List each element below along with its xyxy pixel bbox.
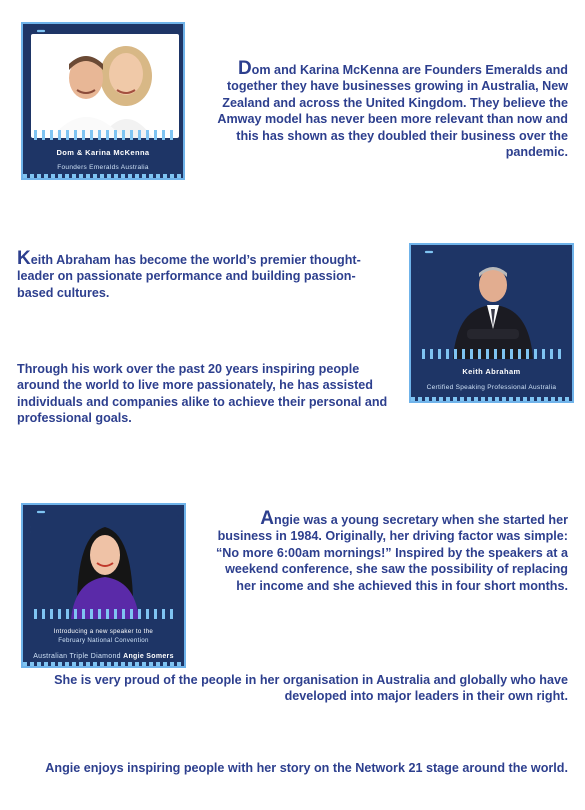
mckenna-paragraph <box>214 58 568 160</box>
somers-intro-line-2: February National Convention <box>58 637 149 644</box>
bottom-dash-strip <box>23 174 183 178</box>
mckenna-photo <box>31 34 179 138</box>
abraham-card-name: Keith Abraham <box>462 367 521 376</box>
somers-caption-prefix: Australian Triple Diamond <box>33 653 121 660</box>
somers-photo-card <box>21 503 186 668</box>
dash-decoration <box>23 609 184 619</box>
dash-decoration <box>411 349 572 359</box>
somers-photo <box>31 515 179 619</box>
mckenna-card-subtitle: Founders Emeralds Australia <box>57 164 149 171</box>
angie-paragraph-1 <box>212 508 568 594</box>
abraham-paragraph-2 <box>17 361 389 427</box>
bottom-dash-strip <box>23 662 184 666</box>
abraham-photo <box>419 255 567 359</box>
angie-text-3: Angie enjoys inspiring people with her story on the Network 21 stage around the world. <box>45 761 568 775</box>
dash-decoration <box>23 130 183 140</box>
somers-intro-line-1: Introducing a new speaker to the <box>53 628 154 635</box>
angie-text: ngie was a young secretary when she started her business in 1984. Originally, her driving factor was simple: “No more 6:00am mornings!” Inspired by the speakers at a weekend conference, she saw the possibility of replacing her income and she achieved this in four short months. <box>215 513 568 593</box>
angie-dropcap: A <box>260 508 275 529</box>
mckenna-card-name: Dom & Karina McKenna <box>56 148 150 157</box>
abraham-paragraph-1 <box>17 248 362 301</box>
angie-text-2: She is very proud of the people in her organisation in Australia and globally who have developed into major leaders in their own right. <box>54 673 568 704</box>
abraham-photo-card <box>409 243 574 403</box>
somers-caption <box>23 653 184 660</box>
mckenna-dropcap: D <box>237 58 252 79</box>
mckenna-photo-card <box>21 22 185 180</box>
abraham-card-subtitle: Certified Speaking Professional Australia <box>426 384 557 391</box>
bottom-dash-strip <box>411 397 572 401</box>
abraham-dropcap: K <box>17 248 31 269</box>
angie-paragraph-2 <box>30 672 568 705</box>
mckenna-text: om and Karina McKenna are Founders Emeralds and together they have businesses growing in Australia, New Zealand and across the United Kingdom. They believe the Amway model has never been more relevant than now and this has shown as they doubled their business over the pandemic. <box>217 63 568 160</box>
angie-paragraph-3 <box>26 760 568 776</box>
somers-caption-name: Angie Somers <box>123 653 174 660</box>
abraham-text: eith Abraham has become the world’s premier thought-leader on passionate performance and building passion-based cultures. <box>17 253 361 300</box>
abraham-text-2: Through his work over the past 20 years inspiring people around the world to live more passionately, he has assisted individuals and companies alike to achieve their personal and professional goals. <box>17 362 388 426</box>
